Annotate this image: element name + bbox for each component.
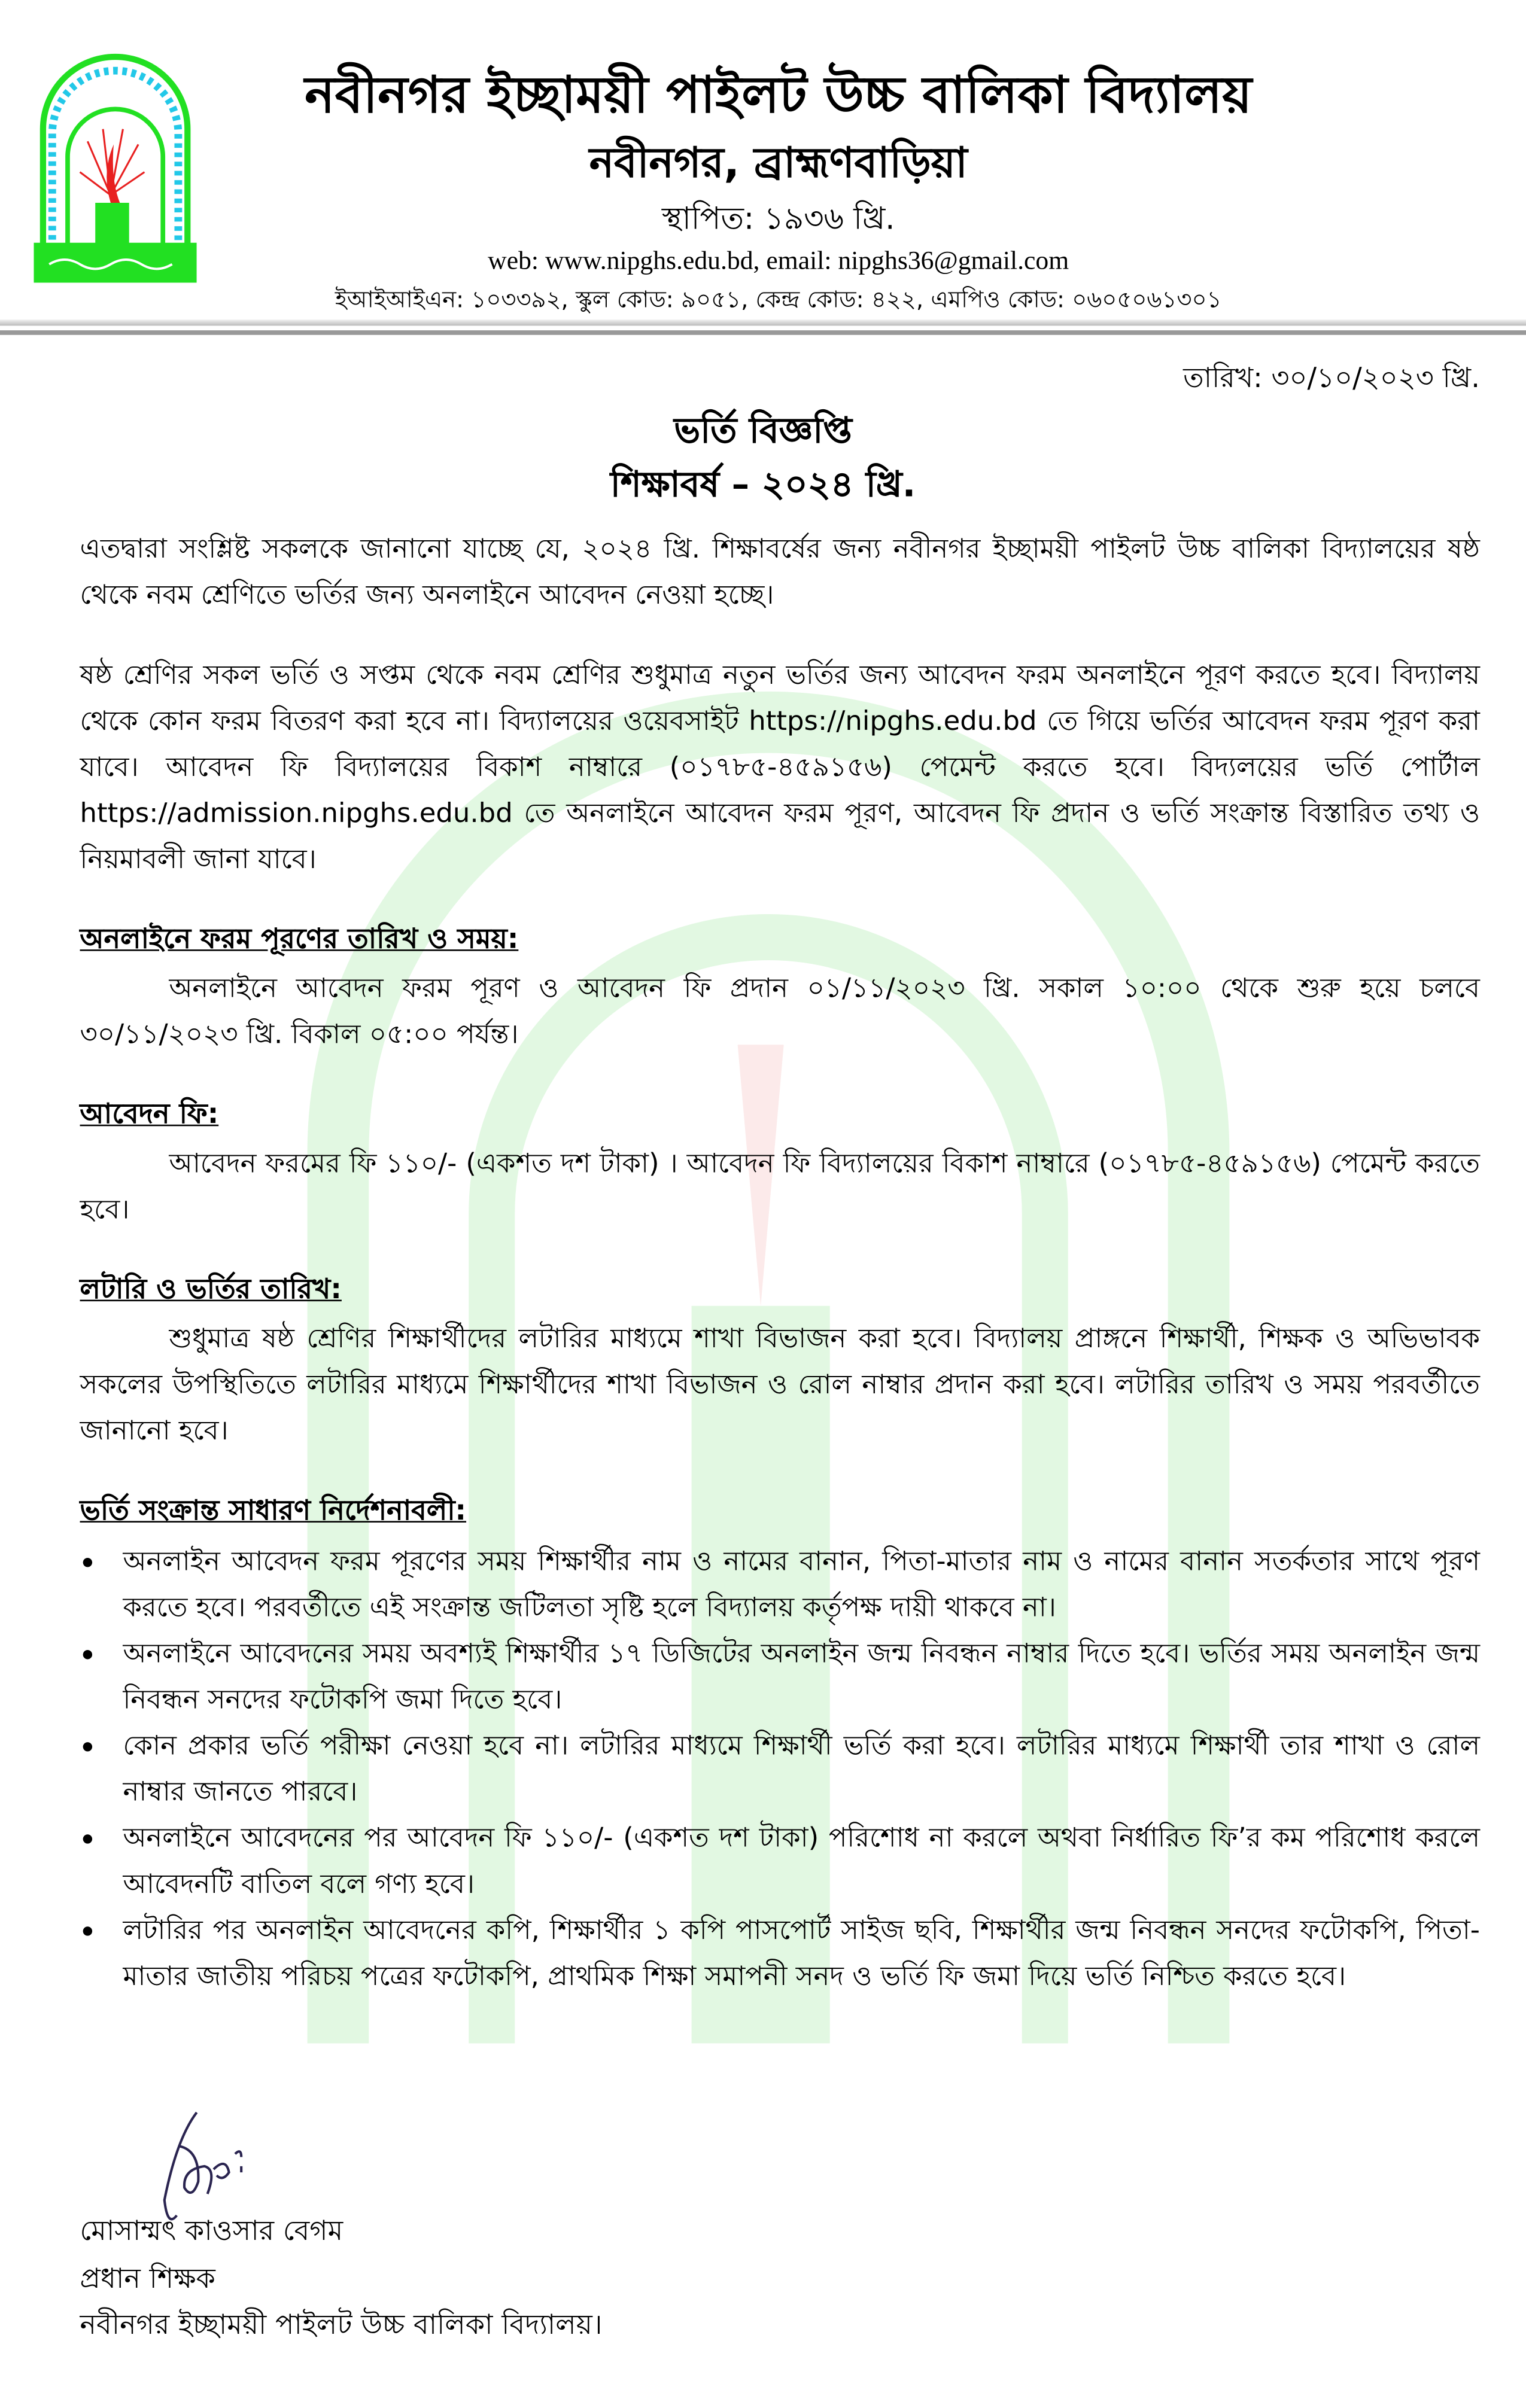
institution-codes: ইআইআইএন: ১০৩৩৯২, স্কুল কোড: ৯০৫১, কেন্দ্র কোড: ৪২২, এমপিও কোড: ০৬০৫০৬১৩০১ bbox=[335, 285, 1222, 313]
school-location: নবীনগর, ব্রাহ্মণবাড়িয়া bbox=[589, 139, 968, 188]
school-name: নবীনগর ইচ্ছাময়ী পাইলট উচ্চ বালিকা বিদ্যালয় bbox=[305, 64, 1253, 125]
section-heading-fee: আবেদন ফি: bbox=[80, 1098, 219, 1131]
header-divider bbox=[0, 319, 1526, 325]
bullet-icon bbox=[83, 1650, 92, 1659]
school-logo bbox=[34, 49, 196, 282]
header-divider-line bbox=[0, 330, 1526, 335]
list-item bbox=[80, 1539, 1480, 1631]
notice-date: তারিখ: ৩০/১০/২০২৩ খ্রি. bbox=[1183, 363, 1480, 395]
bullet-icon bbox=[83, 1926, 92, 1935]
list-item-text: কোন প্রকার ভর্তি পরীক্ষা নেওয়া হবে না। লটারির মাধ্যমে শিক্ষার্থী ভর্তি করা হবে। লটারির মাধ্যমে শিক্ষার্থী তার শাখা ও রোল নাম্বার জানতে পারবে। bbox=[123, 1731, 1480, 1809]
signatory-designation: প্রধান শিক্ষক bbox=[80, 2263, 216, 2296]
bullet-icon bbox=[83, 1558, 92, 1567]
signature-image bbox=[146, 2108, 284, 2223]
intro-paragraph: এতদ্বারা সংশ্লিষ্ট সকলকে জানানো যাচ্ছে যে, ২০২৪ খ্রি. শিক্ষাবর্ষের জন্য নবীনগর ইচ্ছাময়ী পাইলট উচ্চ বালিকা বিদ্যালয়ের ষষ্ঠ থেকে নবম শ্রেণিতে ভর্তির জন্য অনলাইনে আবেদন নেওয়া হচ্ছে। bbox=[80, 534, 1480, 612]
list-item bbox=[80, 1631, 1480, 1724]
list-item bbox=[80, 1724, 1480, 1816]
list-item-text: লটারির পর অনলাইন আবেদনের কপি, শিক্ষার্থীর ১ কপি পাসপোর্ট সাইজ ছবি, শিক্ষার্থীর জন্ম নিবন্ধন সনদের ফটোকপি, পিতা-মাতার জাতীয় পরিচয় পত্রের ফটোকপি, প্রাথমিক শিক্ষা সমাপনী সনদ ও ভর্তি ফি জমা দিয়ে ভর্তি নিশ্চিত করতে হবে। bbox=[123, 1916, 1480, 1993]
bullet-icon bbox=[83, 1834, 92, 1843]
section-heading-instructions: ভর্তি সংক্রান্ত সাধারণ নির্দেশনাবলী: bbox=[80, 1494, 467, 1527]
section-heading-lottery: লটারি ও ভর্তির তারিখ: bbox=[80, 1273, 342, 1306]
list-item bbox=[80, 1816, 1480, 1908]
bullet-icon bbox=[83, 1742, 92, 1751]
details-paragraph: ষষ্ঠ শ্রেণির সকল ভর্তি ও সপ্তম থেকে নবম শ্রেণির শুধুমাত্র নতুন ভর্তির জন্য আবেদন ফরম অনলাইনে পূরণ করতে হবে। বিদ্যালয় থেকে কোন ফরম বিতরণ করা হবে না। বিদ্যালয়ের ওয়েবসাইট https://nipghs.edu.bd তে গিয়ে ভর্তির আবেদন ফরম পূরণ করা যাবে। আবেদন ফি বিদ্যালয়ের বিকাশ নাম্বারে (০১৭৮৫-৪৫৯১৫৬) পেমেন্ট করতে হবে। বিদ্যলয়ের ভর্তি পোর্টাল https://admission.nipghs.edu.bd তে অনলাইনে আবেদন ফরম পূরণ, আবেদন ফি প্রদান ও ভর্তি সংক্রান্ত বিস্তারিত তথ্য ও নিয়মাবলী জানা যাবে। bbox=[80, 660, 1480, 876]
signatory-institution: নবীনগর ইচ্ছাময়ী পাইলট উচ্চ বালিকা বিদ্যালয়। bbox=[80, 2309, 603, 2342]
list-item-text: অনলাইনে আবেদনের পর আবেদন ফি ১১০/- (একশত দশ টাকা) পরিশোধ না করলে অথবা নির্ধারিত ফি’র কম পরিশোধ করলে আবেদনটি বাতিল বলে গণ্য হবে। bbox=[123, 1823, 1480, 1901]
section-heading-form-dates: অনলাইনে ফরম পূরণের তারিখ ও সময়: bbox=[80, 923, 519, 956]
section-body-fee: আবেদন ফরমের ফি ১১০/- (একশত দশ টাকা) । আবেদন ফি বিদ্যালয়ের বিকাশ নাম্বারে (০১৭৮৫-৪৫৯১৫৬) পেমেন্ট করতে হবে। bbox=[80, 1149, 1480, 1226]
established-year: স্থাপিত: ১৯৩৬ খ্রি. bbox=[661, 199, 895, 237]
section-body-form-dates: অনলাইনে আবেদন ফরম পূরণ ও আবেদন ফি প্রদান ০১/১১/২০২৩ খ্রি. সকাল ১০:০০ থেকে শুরু হয়ে চলবে ৩০/১১/২০২৩ খ্রি. বিকাল ০৫:০০ পর্যন্ত। bbox=[80, 974, 1480, 1051]
list-item bbox=[80, 1908, 1480, 2000]
notice-title: ভর্তি বিজ্ঞপ্তি bbox=[674, 412, 852, 452]
list-item-text: অনলাইনে আবেদনের সময় অবশ্যই শিক্ষার্থীর ১৭ ডিজিটের অনলাইন জন্ম নিবন্ধন নাম্বার দিতে হবে। ভর্তির সময় অনলাইন জন্ম নিবন্ধন সনদের ফটোকপি জমা দিতে হবে। bbox=[123, 1639, 1480, 1716]
signatory-name: মোসাম্মৎ কাওসার বেগম bbox=[80, 2215, 343, 2248]
instructions-list bbox=[80, 1539, 1480, 2000]
section-body-lottery: শুধুমাত্র ষষ্ঠ শ্রেণির শিক্ষার্থীদের লটারির মাধ্যমে শাখা বিভাজন করা হবে। বিদ্যালয় প্রাঙ্গনে শিক্ষার্থী, শিক্ষক ও অভিভাবক সকলের উপস্থিতিতে লটারির মাধ্যমে শিক্ষার্থীদের শাখা বিভাজন ও রোল নাম্বার প্রদান করা হবে। লটারির তারিখ ও সময় পরবর্তীতে জানানো হবে। bbox=[80, 1324, 1480, 1448]
list-item-text: অনলাইন আবেদন ফরম পূরণের সময় শিক্ষার্থীর নাম ও নামের বানান, পিতা-মাতার নাম ও নামের বানান সতর্কতার সাথে পূরণ করতে হবে। পরবর্তীতে এই সংক্রান্ত জটিলতা সৃষ্টি হলে বিদ্যালয় কর্তৃপক্ষ দায়ী থাকবে না। bbox=[123, 1547, 1480, 1624]
contact-info: web: www.nipghs.edu.bd, email: nipghs36@gmail.com bbox=[488, 245, 1069, 275]
academic-session: শিক্ষাবর্ষ – ২০২৪ খ্রি. bbox=[610, 465, 916, 506]
